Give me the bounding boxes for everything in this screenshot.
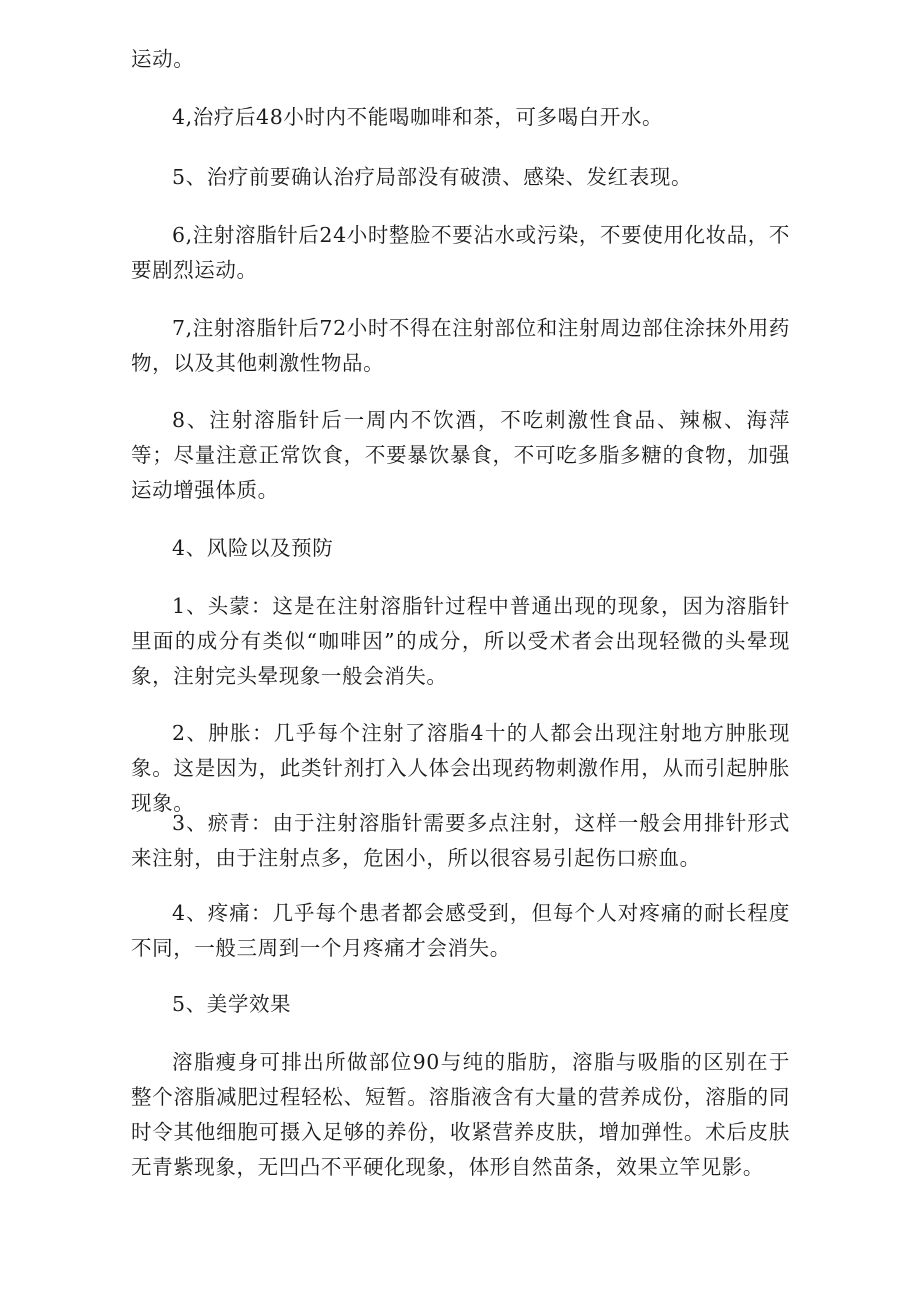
paragraph-risk-3: 3、瘀青：由于注射溶脂针需要多点注射，这样一般会用排针形式来注射，由于注射点多，危困小，所以很容易引起伤口瘀血。: [131, 811, 790, 870]
paragraph-item-5: 5、治疗前要确认治疗局部没有破溃、感染、发红表现。: [172, 165, 693, 189]
paragraph-aesthetic-effect: 溶脂瘦身可排出所做部位90与纯的脂肪，溶脂与吸脂的区别在于整个溶脂减肥过程轻松、短暂。溶脂液含有大量的营养成份，溶脂的同时令其他细胞可摄入足够的养份，收紧营养皮肤，增加弹性。术后皮肤无青紫现象，无凹凸不平硬化现象，体形自然苗条，效果立竿见影。: [131, 1050, 790, 1179]
paragraph-item-8: 8、注射溶脂针后一周内不饮酒，不吃刺激性食品、辣椒、海萍等；尽量注意正常饮食，不要暴饮暴食，不可吃多脂多糖的食物，加强运动增强体质。: [131, 408, 790, 502]
paragraph-item-4: 4,治疗后48小时内不能喝咖啡和茶，可多喝白开水。: [172, 105, 664, 129]
paragraph-risk-2: 2、肿胀：几乎每个注射了溶脂4十的人都会出现注射地方肿胀现象。这是因为，此类针剂打入人体会出现药物刺激作用，从而引起肿胀现象。: [131, 721, 790, 815]
paragraph-risk-1: 1、头蒙：这是在注射溶脂针过程中普通出现的现象，因为溶脂针里面的成分有类似“咖啡因”的成分，所以受术者会出现轻微的头晕现象，注射完头晕现象一般会消失。: [131, 594, 790, 688]
paragraph-item-7: 7,注射溶脂针后72小时不得在注射部位和注射周边部住涂抹外用药物，以及其他刺激性物品。: [131, 316, 790, 375]
paragraph-item-6: 6,注射溶脂针后24小时整脸不要沾水或污染，不要使用化妆品，不要剧烈运动。: [131, 223, 790, 282]
paragraph-continuation: 运动。: [131, 47, 195, 71]
section-heading-risk: 4、风险以及预防: [172, 536, 334, 560]
paragraph-risk-4: 4、疼痛：几乎每个患者都会感受到，但每个人对疼痛的耐长程度不同，一般三周到一个月疼痛才会消失。: [131, 901, 790, 960]
section-heading-aesthetic: 5、美学效果: [172, 992, 292, 1016]
